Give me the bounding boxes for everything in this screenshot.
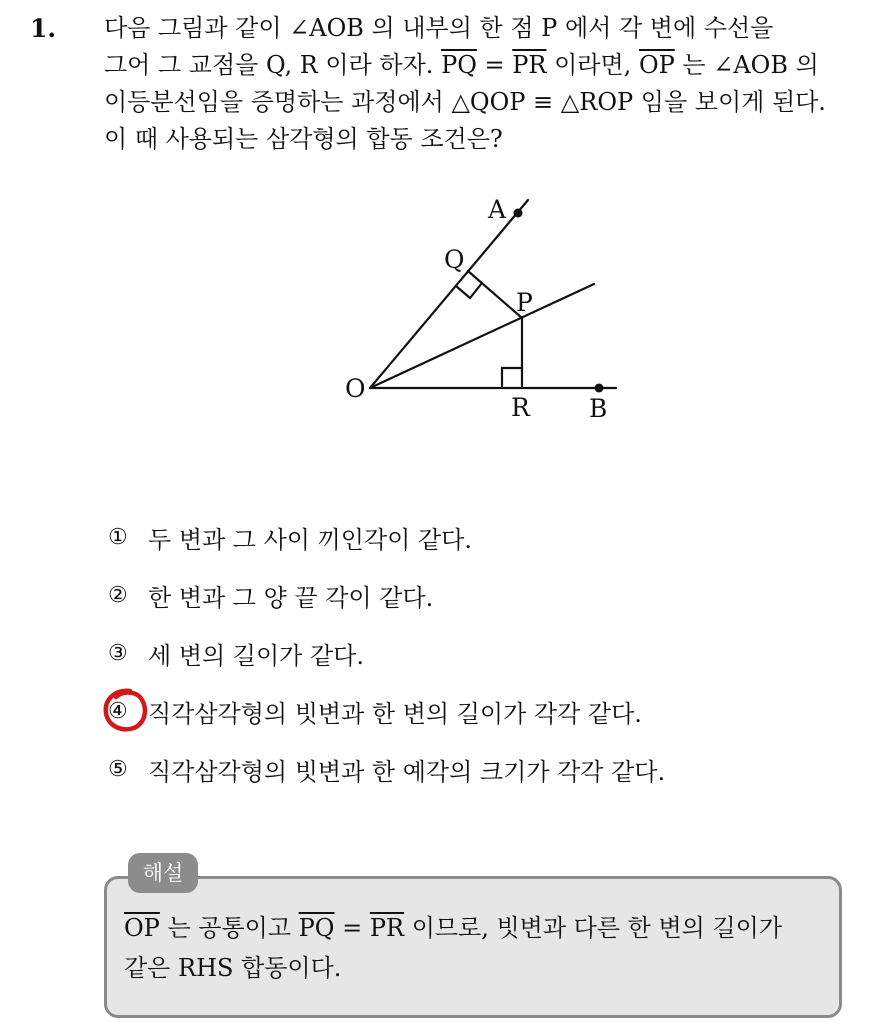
segment-pr: $\overline{PR}$ xyxy=(512,51,547,79)
stem-text: 그어 그 교점을 Q, R 이라 하자. xyxy=(104,51,442,79)
choice-2[interactable] xyxy=(108,566,665,624)
question-stem xyxy=(104,10,864,158)
choice-number-glyph: ④ xyxy=(108,698,128,724)
angle-bisector-figure xyxy=(330,188,650,428)
explanation-line-1 xyxy=(124,908,834,948)
choice-3[interactable] xyxy=(108,624,665,682)
choice-text: 한 변과 그 양 끝 각이 같다. xyxy=(148,583,434,612)
segment-pq: $\overline{PQ}$ xyxy=(298,914,335,942)
choice-number: ② xyxy=(108,582,128,608)
choice-number: ① xyxy=(108,524,128,550)
stem-text: 는 ∠AOB 의 xyxy=(674,51,819,79)
stem-text: 이 때 사용되는 삼각형의 합동 조건은? xyxy=(104,125,503,153)
label-r: R xyxy=(511,393,530,422)
explanation-fragment: 는 공통이고 xyxy=(159,914,299,942)
label-o: O xyxy=(345,374,366,403)
stem-text: = xyxy=(476,51,513,79)
choice-number xyxy=(108,699,148,724)
explanation-fragment: 이므로, 빗변과 다른 한 변의 길이가 xyxy=(404,914,783,942)
right-angle-mark-q xyxy=(456,283,482,298)
stem-text: 다음 그림과 같이 ∠AOB 의 내부의 한 점 P 에서 각 변에 수선을 xyxy=(104,14,774,42)
choice-4[interactable] xyxy=(108,682,665,740)
choice-5[interactable] xyxy=(108,740,665,798)
label-q: Q xyxy=(444,245,465,274)
stem-line-3 xyxy=(104,84,864,121)
perpendicular-pq xyxy=(468,271,522,318)
explanation-fragment: = xyxy=(334,914,370,942)
point-a xyxy=(514,209,523,218)
stem-line-4 xyxy=(104,121,864,158)
ray-oa xyxy=(370,200,528,388)
explanation-fragment: 같은 RHS 합동이다. xyxy=(124,954,342,982)
stem-line-1 xyxy=(104,10,864,47)
choice-text: 직각삼각형의 빗변과 한 예각의 크기가 각각 같다. xyxy=(148,757,666,786)
stem-line-2 xyxy=(104,47,864,84)
choice-number: ⑤ xyxy=(108,756,128,782)
choice-text: 세 변의 길이가 같다. xyxy=(148,641,364,670)
explanation-tag: 해설 xyxy=(128,853,198,893)
answer-choices xyxy=(108,508,665,798)
label-p: P xyxy=(516,288,533,317)
choice-number: ③ xyxy=(108,640,128,666)
question-number: 1. xyxy=(30,14,57,43)
label-b: B xyxy=(589,394,608,423)
point-b xyxy=(595,384,604,393)
explanation-text xyxy=(124,908,834,988)
right-angle-mark-r xyxy=(502,368,522,388)
choice-text: 직각삼각형의 빗변과 한 변의 길이가 각각 같다. xyxy=(148,699,642,728)
stem-text: 이등분선임을 증명하는 과정에서 △QOP ≡ △ROP 임을 보이게 된다. xyxy=(104,88,826,116)
explanation-line-2 xyxy=(124,948,834,988)
bisector-op xyxy=(370,284,594,388)
stem-text: 이라면, xyxy=(546,51,639,79)
segment-pr: $\overline{PR}$ xyxy=(369,914,405,942)
choice-text: 두 변과 그 사이 끼인각이 같다. xyxy=(148,525,472,554)
label-a: A xyxy=(488,195,507,224)
segment-pq: $\overline{PQ}$ xyxy=(441,51,477,79)
choice-1[interactable] xyxy=(108,508,665,566)
segment-op: $\overline{OP}$ xyxy=(124,914,160,942)
segment-op: $\overline{OP}$ xyxy=(638,51,675,79)
